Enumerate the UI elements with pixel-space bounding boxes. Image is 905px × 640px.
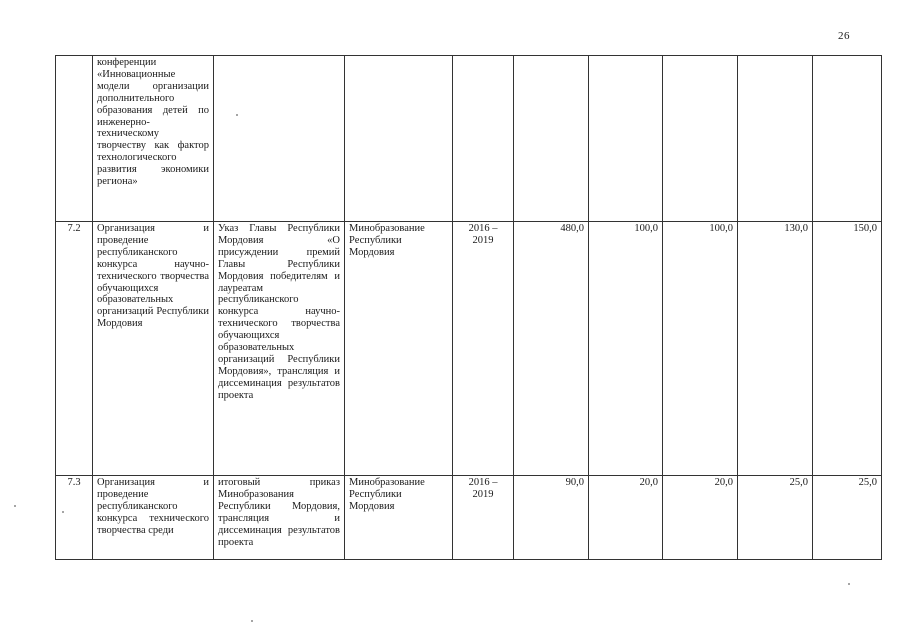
year-2019-cell [813, 56, 882, 222]
year-2018-cell [738, 56, 813, 222]
page-number: 26 [838, 30, 850, 42]
event-text: Организация и проведение республиканского конкурса технического творчества среди [97, 477, 209, 536]
year-2019-cell: 150,0 [813, 222, 882, 476]
executor-cell [345, 56, 453, 222]
period-cell: 2016 – 2019 [453, 476, 514, 560]
scan-speck [14, 505, 16, 507]
event-text: конференции «Инновационные модели организации дополнительного образования детей по инженерно-техническому творчеству как фактор технологического развития экономики региона» [97, 57, 209, 188]
year-2017-cell: 100,0 [663, 222, 738, 476]
year-2016-cell: 100,0 [589, 222, 663, 476]
basis-cell [214, 476, 345, 560]
total-cell [514, 56, 589, 222]
row-number: 7.2 [56, 222, 93, 476]
scan-speck [236, 114, 238, 116]
table-row [56, 222, 882, 476]
event-cell [93, 476, 214, 560]
event-cell [93, 56, 214, 222]
year-2016-cell [589, 56, 663, 222]
year-2018-cell: 130,0 [738, 222, 813, 476]
executor-cell: Минобразование Республики Мордовия [345, 476, 453, 560]
scan-speck [848, 583, 850, 585]
basis-text: итоговый приказ Минобразования Республики Мордовия, трансляция и диссеминация результатов проекта [218, 477, 340, 548]
period-cell [453, 56, 514, 222]
year-2017-cell: 20,0 [663, 476, 738, 560]
scan-speck [251, 620, 253, 622]
total-cell: 90,0 [514, 476, 589, 560]
year-2016-cell: 20,0 [589, 476, 663, 560]
executor-cell: Минобразование Республики Мордовия [345, 222, 453, 476]
scan-speck [62, 511, 64, 513]
table-row [56, 476, 882, 560]
year-2019-cell: 25,0 [813, 476, 882, 560]
year-2017-cell [663, 56, 738, 222]
total-cell: 480,0 [514, 222, 589, 476]
table-row [56, 56, 882, 222]
year-2018-cell: 25,0 [738, 476, 813, 560]
plan-table [55, 55, 882, 560]
basis-cell [214, 222, 345, 476]
event-cell [93, 222, 214, 476]
row-number [56, 56, 93, 222]
period-cell: 2016 – 2019 [453, 222, 514, 476]
basis-text: Указ Главы Республики Мордовия «О присуждении премий Главы Республики Мордовия победителям и лауреатам республиканского конкурса научно-технического творчества обучающихся образовательных организаций Республики Мордовия», трансляция и диссеминация результатов проекта [218, 223, 340, 401]
basis-cell [214, 56, 345, 222]
row-number: 7.3 [56, 476, 93, 560]
event-text: Организация и проведение республиканского конкурса научно-технического творчества обучающихся образовательных организаций Республики Мордовия [97, 223, 209, 330]
